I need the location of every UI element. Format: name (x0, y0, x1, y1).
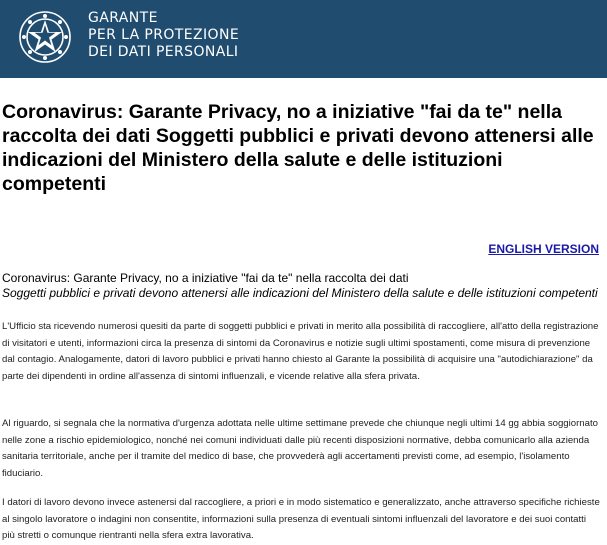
paragraph-3: I datori di lavoro devono invece astenersi dal raccogliere, a priori e in modo sistematico e generalizzato, anche attraverso specifiche richieste al singolo lavoratore o indagini non consentite, informazioni sulla presenza di eventuali sintomi influenzali del lavoratore e dei suoi contatti più stretti o comunque rientranti nella sfera extra lavorativa. (2, 497, 600, 541)
brand-name[interactable] (88, 10, 239, 61)
page-title: Coronavirus: Garante Privacy, no a iniziative "fai da te" nella raccolta dei dati Soggetti pubblici e privati devono attenersi alle indicazioni del Ministero della salute e delle istituzioni competenti (2, 101, 594, 195)
subtitle-line-2: Soggetti pubblici e privati devono attenersi alle indicazioni del Ministero della salute e delle istituzioni competenti (2, 286, 598, 300)
paragraph-2: Al riguardo, si segnala che la normativa d'urgenza adottata nelle ultime settimane prevede che chiunque negli ultimi 14 gg abbia soggiornato nelle zone a rischio epidemiologico, nonché nei comuni individuati dalle più recenti disposizioni normative, debba comunicarlo alla azienda sanitaria territoriale, anche per il tramite del medico di base, che provvederà agli accertamenti previsti come, ad esempio, l'isolamento fiduciario. (2, 418, 598, 479)
subtitle-line-1: Coronavirus: Garante Privacy, no a iniziative "fai da te" nella raccolta dei dati (2, 271, 409, 285)
brand-line-3: DEI DATI PERSONALI (88, 44, 239, 60)
brand-line-2: PER LA PROTEZIONE (88, 27, 240, 43)
article-subtitle (2, 271, 602, 301)
italian-republic-emblem-icon[interactable] (18, 10, 72, 64)
brand-line-1: GARANTE (88, 10, 158, 26)
english-version-link[interactable]: ENGLISH VERSION (488, 242, 599, 256)
paragraph-1: L'Ufficio sta ricevendo numerosi quesiti da parte di soggetti pubblici e privati in merito alla possibilità di raccogliere, all'atto della registrazione di visitatori e utenti, informazioni circa la presenza di sintomi da Coronavirus e notizie sugli ultimi spostamenti, come misura di prevenzione dal contagio. Analogamente, datori di lavoro pubblici e privati hanno chiesto al Garante la possibilità di acquisire una "autodichiarazione" da parte dei dipendenti in ordine all'assenza di sintomi influenzali, e vicende relative alla sfera privata. (2, 321, 599, 382)
site-header (0, 0, 607, 78)
